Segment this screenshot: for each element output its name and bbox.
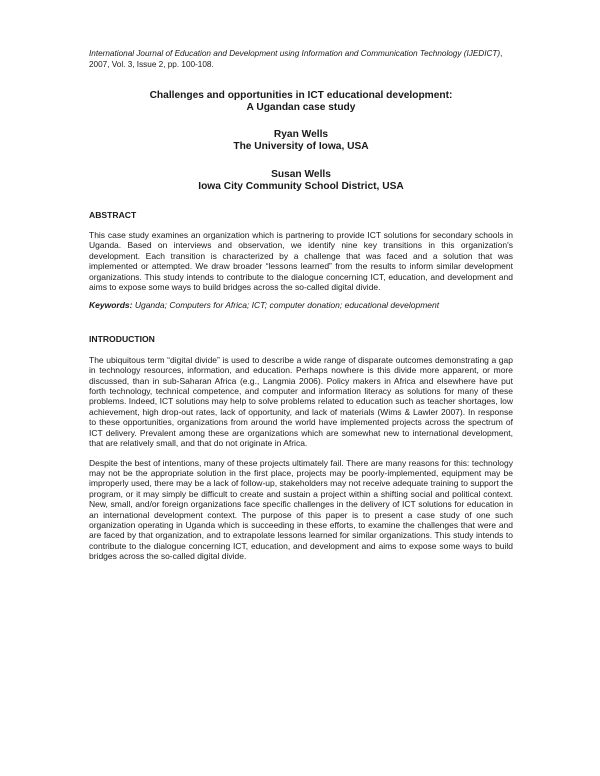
keywords-label: Keywords: (89, 300, 133, 311)
keywords-line (89, 300, 513, 310)
journal-name: International Journal of Education and Development using Information and Communication Technology (IJEDICT) (89, 49, 501, 58)
journal-citation (89, 48, 513, 70)
keywords-text: Uganda; Computers for Africa; ICT; computer donation; educational development (132, 300, 440, 311)
abstract-heading: ABSTRACT (89, 210, 137, 220)
author-name: Susan Wells (271, 169, 331, 180)
title-line-1: Challenges and opportunities in ICT educational development: (149, 90, 453, 101)
paper-page (89, 48, 513, 562)
citation-details: , 2007, Vol. 3, Issue 2, pp. 100-108. (89, 49, 503, 69)
author-affiliation: Iowa City Community School District, USA (198, 181, 404, 192)
author-name: Ryan Wells (273, 129, 329, 140)
introduction-paragraph: Despite the best of intentions, many of these projects ultimately fail. There are many reasons for this: technology may not be the appropriate solution in the first place, projects may be poorly-implemented, equipment may be improperly used, there may be a lack of follow-up, stakeholders may not receive adequate training to support the program, or it may simply be difficult to create and sustain a project within a shifting social and political context. New, small, and/or foreign organizations face specific challenges in the delivery of ICT solutions for education in an international development context. The purpose of this paper is to present a case study of one such organization operating in Uganda which is succeeding in these efforts, to examine the challenges that were and are faced by that organization, and to extrapolate lessons learned for similar organizations. This study intends to contribute to the dialogue concerning ICT, education, and development and aims to expose some ways to build bridges across the so-called digital divide. (89, 457, 513, 562)
title-line-2: A Ugandan case study (246, 102, 356, 113)
author-affiliation: The University of Iowa, USA (233, 141, 369, 152)
introduction-heading: INTRODUCTION (89, 333, 155, 344)
author-block-2 (89, 169, 513, 193)
abstract-text: This case study examines an organization which is partnering to provide ICT solutions for secondary schools in Uganda. Based on interviews and observation, we identify nine key transitions in this organization's development. Each transition is characterized by a challenge that was faced and a solution that was implemented or attempted. We draw broader “lessons learned” from the results to inform similar development organizations. This study intends to contribute to the dialogue concerning ICT, education, and development and aims to expose some ways to build bridges across the so-called digital divide. (89, 230, 513, 293)
introduction-paragraph: The ubiquitous term “digital divide” is used to describe a wide range of disparate outcomes demonstrating a gap in technology resources, information, and education. Perhaps nowhere is this divide more apparent, or more discussed, than in sub-Saharan Africa (e.g., Langmia 2006). Policy makers in Africa and elsewhere have put forth technology, technical competence, and computer and information literacy as solutions for many of these problems. Indeed, ICT solutions may help to solve problems related to education such as teacher shortages, low achievement, high drop-out rates, lack of opportunity, and lack of materials (Wims & Lawler 2007). In response to these opportunities, organizations from around the world have implemented projects across the spectrum of ICT delivery. Prevalent among these are organizations which are somewhat new to international development, that are relatively small, and that do not originate in Africa. (89, 354, 513, 449)
author-block-1 (89, 129, 513, 153)
paper-title (89, 90, 513, 114)
